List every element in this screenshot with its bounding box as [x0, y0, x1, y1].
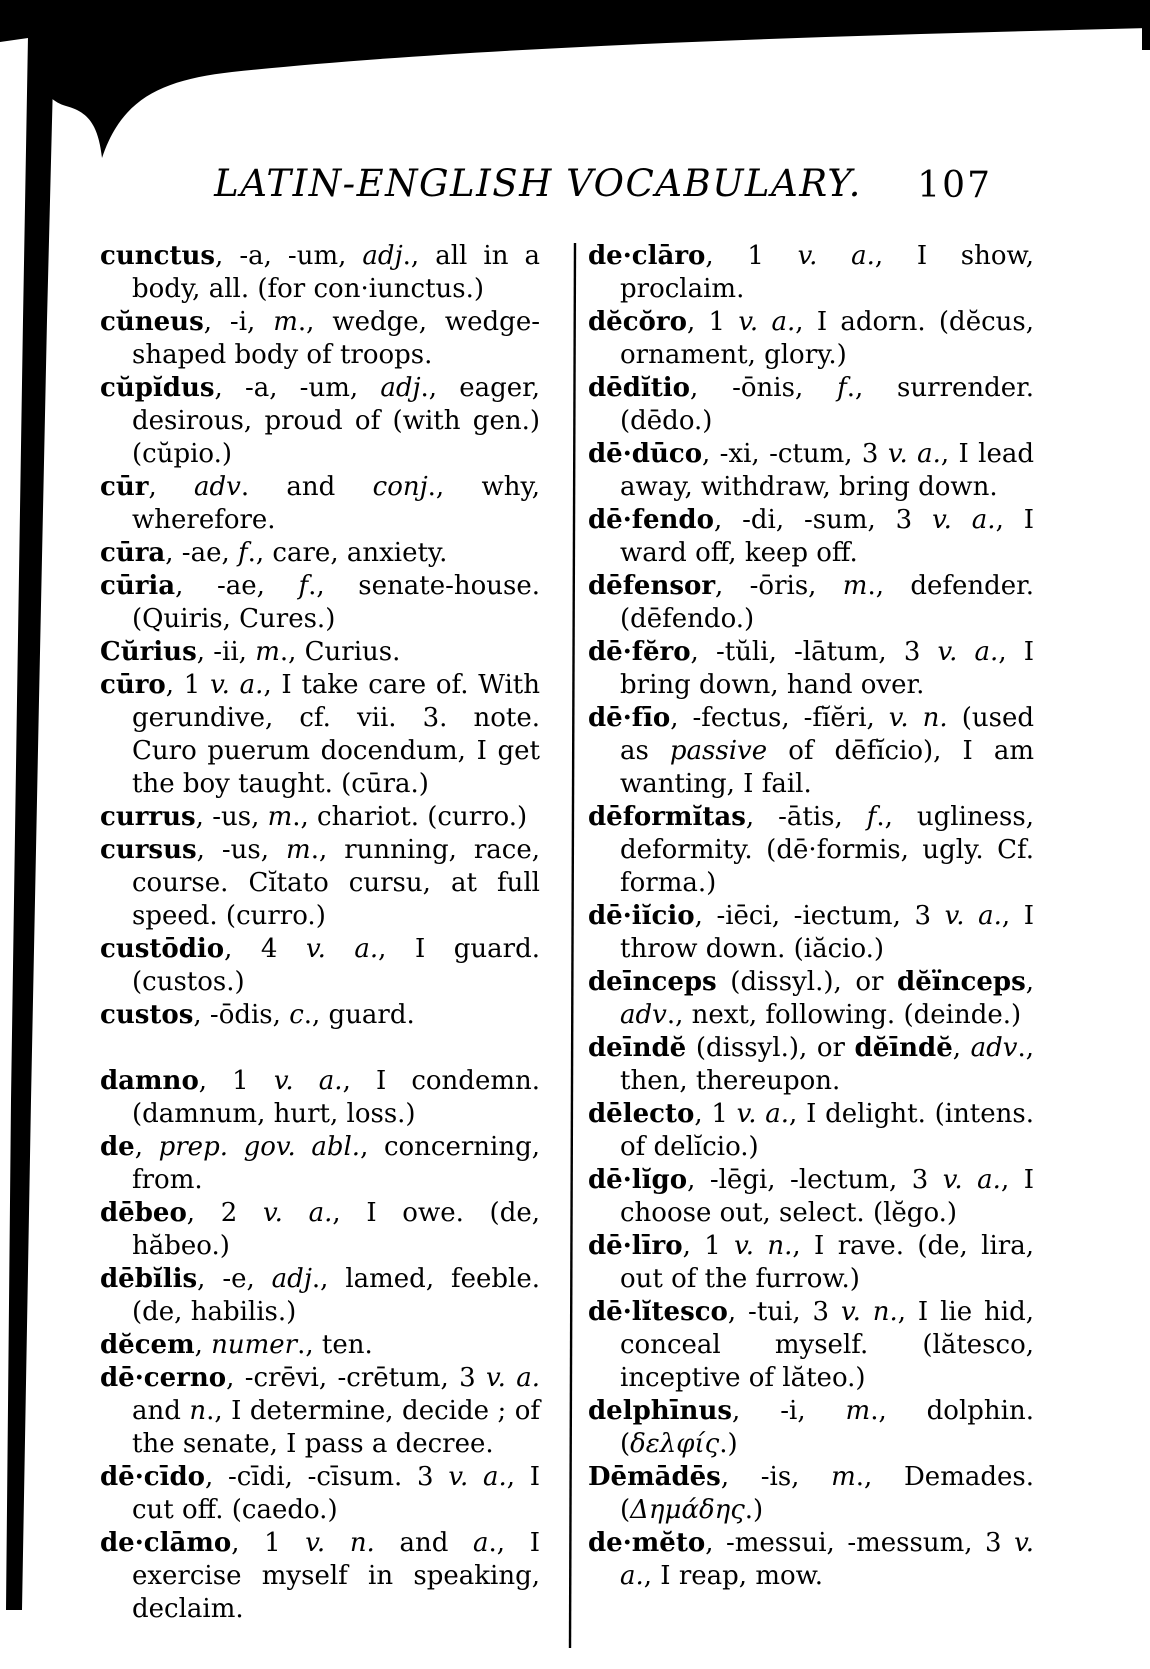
entry-text: , I throw down. (iăcio.) — [620, 901, 1035, 964]
entry-text: , 4 — [224, 934, 306, 964]
dictionary-entry — [588, 966, 1034, 1032]
dictionary-entry — [100, 570, 540, 636]
entry-text: of dēfĭcio), I am wanting, I fail. — [620, 736, 1034, 799]
entry-text: , -e, — [197, 1264, 272, 1294]
dictionary-entry — [100, 372, 540, 471]
headword: custos — [100, 1000, 194, 1030]
dictionary-entry — [588, 240, 1034, 306]
grammar-tag: a — [473, 1528, 489, 1558]
entry-text: , I rave. (de, lira, out of the furrow.) — [620, 1231, 1034, 1294]
entry-text: ., chariot. (curro.) — [292, 802, 528, 832]
grammar-tag: v. a. — [887, 439, 941, 469]
entry-text: ., running, race, course. Cĭtato cursu, at full speed. (curro.) — [132, 835, 540, 931]
page-title: LATIN-ENGLISH VOCABULARY. — [214, 162, 862, 205]
headword: dē·fīo — [588, 703, 671, 733]
grammar-tag: v. a. — [736, 1099, 790, 1129]
dictionary-entry — [588, 1296, 1034, 1395]
entry-text: .) — [719, 1429, 738, 1459]
entry-text: , -ii, — [196, 637, 256, 667]
dictionary-entry — [588, 1461, 1034, 1527]
grammar-tag: v. a. — [620, 1528, 1034, 1591]
grammar-tag: v. a. — [738, 307, 796, 337]
grammar-tag: v. a. — [486, 1363, 540, 1393]
dictionary-entry — [100, 537, 540, 570]
grammar-tag: m — [273, 307, 298, 337]
headword: cūr — [100, 472, 149, 502]
entry-text: , -messui, -messum, 3 — [705, 1528, 1015, 1558]
dictionary-entry — [588, 438, 1034, 504]
headword: dē·līro — [588, 1231, 683, 1261]
entry-text: , I bring down, hand over. — [620, 637, 1034, 700]
entry-text: ., ten. — [297, 1330, 373, 1360]
entry-text: , -lēgi, -lectum, 3 — [687, 1165, 943, 1195]
dictionary-entry — [588, 900, 1034, 966]
grammar-tag: f — [866, 802, 877, 832]
entry-text: , concerning, from. — [132, 1132, 540, 1195]
grammar-tag: m — [267, 802, 293, 832]
entry-text: ., then, thereupon. — [620, 1033, 1035, 1096]
entry-text: , 1 — [231, 1528, 306, 1558]
entry-text: , 1 — [686, 307, 739, 337]
grammar-tag: adv — [620, 1000, 667, 1030]
dictionary-entry — [588, 570, 1034, 636]
dictionary-entry — [100, 636, 540, 669]
entry-text: , -tŭli, -lātum, 3 — [690, 637, 938, 667]
grammar-tag: m — [845, 1396, 871, 1426]
entry-text: .) — [744, 1495, 764, 1525]
entry-text: ., guard. — [303, 1000, 415, 1030]
entry-text: , -ae, — [175, 571, 299, 601]
entry-text: , -i, — [732, 1396, 846, 1426]
dictionary-entry — [588, 702, 1034, 801]
entry-text: , 1 — [165, 670, 211, 700]
entry-text: (used as — [620, 703, 1034, 766]
entry-text: ., ugliness, deformity. (dē·formis, ugly. Cf. forma.) — [620, 802, 1034, 898]
entry-text: (dissyl.), or — [686, 1033, 855, 1063]
entry-text: ., wedge, wedge-shaped body of troops. — [132, 307, 540, 370]
entry-text: , 1 — [198, 1066, 274, 1096]
grammar-tag: δελφίς — [630, 1429, 720, 1459]
entry-text: ., dolphin. ( — [620, 1396, 1034, 1459]
headword: cŭneus — [100, 307, 204, 337]
headword: de·clāmo — [100, 1528, 232, 1558]
entry-text: , I adorn. (dĕcus, ornament, glory.) — [620, 307, 1034, 370]
grammar-tag: f — [298, 571, 309, 601]
headword: dĕcem — [100, 1330, 195, 1360]
dictionary-entry — [588, 801, 1034, 900]
grammar-tag: adj — [362, 241, 403, 271]
entry-text: , I ward off, keep off. — [620, 505, 1034, 568]
grammar-tag: f — [837, 373, 847, 403]
entry-text: , -ātis, — [745, 802, 867, 832]
grammar-tag: adj — [271, 1264, 312, 1294]
entry-text: , I lead away, withdraw, bring down. — [620, 439, 1034, 502]
dictionary-entry — [588, 1032, 1034, 1098]
dictionary-entry — [588, 1098, 1034, 1164]
grammar-tag: v. a. — [273, 1066, 343, 1096]
headword: dēbĭlis — [100, 1264, 198, 1294]
grammar-tag: adv — [970, 1033, 1018, 1063]
dictionary-entry — [100, 1461, 540, 1527]
entry-text: , — [194, 1330, 212, 1360]
grammar-tag: v. n. — [888, 703, 948, 733]
headword: dēdĭtio — [588, 373, 691, 403]
entry-text: ., defender. (dēfendo.) — [620, 571, 1034, 634]
grammar-tag: v. a. — [932, 505, 996, 535]
entry-text: , I guard. (custos.) — [132, 934, 540, 997]
dictionary-entry — [100, 801, 540, 834]
headword: de·clāro — [588, 241, 706, 271]
headword: damno — [100, 1066, 199, 1096]
entry-text: , I owe. (de, hăbeo.) — [132, 1198, 540, 1261]
entry-text: , -tui, 3 — [727, 1297, 841, 1327]
dictionary-entry — [100, 1527, 540, 1626]
grammar-tag: f — [238, 538, 248, 568]
grammar-tag: v. n. — [305, 1528, 375, 1558]
headword: de·mĕto — [588, 1528, 706, 1558]
entry-text: ., I determine, decide ; of the senate, I pass a decree. — [132, 1396, 541, 1459]
entry-text: , -ōdis, — [193, 1000, 290, 1030]
grammar-tag: v. n. — [840, 1297, 898, 1327]
entry-text: ., eager, desirous, proud of (with gen.) (cŭpio.) — [132, 373, 540, 469]
dictionary-entry — [588, 372, 1034, 438]
page-header — [100, 162, 1032, 218]
entry-text: ., I exercise myself in speaking, declaim. — [132, 1528, 540, 1624]
entry-text: , -ae, — [165, 538, 239, 568]
entry-text: and — [132, 1396, 190, 1426]
headword: dē·iĭcio — [588, 901, 695, 931]
grammar-tag: conj — [372, 472, 428, 502]
entry-text: , -us, — [195, 802, 268, 832]
headword: de — [100, 1132, 135, 1162]
grammar-tag: prep. gov. abl. — [158, 1132, 361, 1162]
entry-text: ., senate-house. (Quiris, Cures.) — [132, 571, 541, 634]
dictionary-entry — [100, 933, 540, 999]
entry-text: , -a, -um, — [214, 373, 381, 403]
headword: dē·lĭtesco — [588, 1297, 728, 1327]
dictionary-entry — [588, 504, 1034, 570]
grammar-tag: passive — [669, 736, 768, 766]
headword: currus — [100, 802, 196, 832]
entry-text: (dissyl.), or — [716, 967, 898, 997]
entry-text: ., Curius. — [279, 637, 401, 667]
entry-text: ., all in a body, all. (for con·iunctus.) — [132, 241, 540, 304]
grammar-tag: m — [842, 571, 868, 601]
headword: dĕīndĕ — [854, 1033, 953, 1063]
grammar-tag: v. a. — [942, 1165, 1001, 1195]
dictionary-entry — [100, 1197, 540, 1263]
scan-artifact-left-bar — [6, 36, 54, 1610]
grammar-tag: v. a. — [306, 934, 379, 964]
entry-text: , — [148, 472, 195, 502]
headword: custōdio — [100, 934, 225, 964]
entry-text: , 1 — [694, 1099, 737, 1129]
headword: dē·dūco — [588, 439, 703, 469]
dictionary-entry — [588, 306, 1034, 372]
entry-text: ., next, following. (deinde.) — [666, 1000, 1022, 1030]
dictionary-entry — [100, 669, 540, 801]
entry-text: ., care, anxiety. — [247, 538, 448, 568]
dictionary-entry — [588, 1164, 1034, 1230]
entry-text: , 1 — [682, 1231, 735, 1261]
grammar-tag: adv — [194, 472, 241, 502]
column-right — [588, 240, 1034, 1593]
entry-text: , I lie hid, conceal myself. (lătesco, inceptive of lăteo.) — [620, 1297, 1034, 1393]
grammar-tag: Δημάδης — [630, 1495, 745, 1525]
entry-text: , -iēci, -iectum, 3 — [694, 901, 945, 931]
dictionary-entry — [100, 1362, 540, 1461]
headword: dē·lĭgo — [588, 1165, 688, 1195]
dictionary-entry — [100, 1065, 540, 1131]
headword: cūra — [100, 538, 166, 568]
entry-text: , I condemn. (damnum, hurt, loss.) — [132, 1066, 540, 1129]
grammar-tag: m — [286, 835, 311, 865]
headword: cūro — [100, 670, 166, 700]
page-number: 107 — [917, 165, 992, 206]
entry-text: , -ōnis, — [690, 373, 838, 403]
entry-text: , -i, — [203, 307, 274, 337]
headword: dĕcŏro — [588, 307, 687, 337]
scan-artifact-top-band — [0, 0, 1150, 158]
entry-text: , I take care of. With gerundive, cf. vii. 3. note. Curo puerum docendum, I get the boy taught. (cūra.) — [132, 670, 540, 799]
column-divider — [570, 243, 575, 1648]
grammar-tag: adj — [380, 373, 421, 403]
headword: cŭpĭdus — [100, 373, 215, 403]
entry-text: ., Demades. ( — [620, 1462, 1034, 1525]
headword: cunctus — [100, 241, 216, 271]
headword: cursus — [100, 835, 197, 865]
dictionary-entry — [100, 240, 540, 306]
headword: deīnceps — [588, 967, 717, 997]
dictionary-entry — [588, 1395, 1034, 1461]
headword: deīndĕ — [588, 1033, 687, 1063]
grammar-tag: m — [831, 1462, 856, 1492]
entry-text: ., lamed, feeble. (de, habilis.) — [132, 1264, 540, 1327]
entry-text: , -is, — [720, 1462, 832, 1492]
headword: delphīnus — [588, 1396, 733, 1426]
dictionary-entry — [100, 306, 540, 372]
headword: dĕïnceps — [897, 967, 1026, 997]
headword: dēfensor — [588, 571, 716, 601]
entry-text: , -a, -um, — [215, 241, 363, 271]
dictionary-entry — [100, 1131, 540, 1197]
dictionary-entry — [588, 636, 1034, 702]
entry-text: , -cīdi, -cīsum. 3 — [205, 1462, 449, 1492]
headword: dē·cīdo — [100, 1462, 206, 1492]
grammar-tag: v. a. — [937, 637, 999, 667]
headword: dēformĭtas — [588, 802, 746, 832]
headword: dēbeo — [100, 1198, 187, 1228]
entry-text: , I show, proclaim. — [620, 241, 1034, 304]
entry-text: , 2 — [186, 1198, 264, 1228]
dictionary-entry — [100, 1329, 540, 1362]
entry-text: ., why, wherefore. — [132, 472, 541, 535]
grammar-tag: n — [189, 1396, 207, 1426]
entry-text: . and — [240, 472, 373, 502]
entry-text: , I delight. (intens. of delĭcio.) — [620, 1099, 1034, 1162]
dictionary-entry — [100, 834, 540, 933]
entry-text: , 1 — [705, 241, 798, 271]
entry-text: , -fectus, -fĭĕri, — [670, 703, 889, 733]
dictionary-entry — [588, 1527, 1034, 1593]
entry-text: , -xi, -ctum, 3 — [702, 439, 888, 469]
entry-text: , I cut off. (caedo.) — [132, 1462, 540, 1525]
entry-text: , -di, -sum, 3 — [713, 505, 933, 535]
grammar-tag: v. n. — [734, 1231, 793, 1261]
entry-text: , I choose out, select. (lĕgo.) — [620, 1165, 1034, 1228]
grammar-tag: numer — [211, 1330, 298, 1360]
headword: Dēmādēs — [588, 1462, 721, 1492]
dictionary-entry — [100, 1263, 540, 1329]
entry-text: , -ōris, — [715, 571, 843, 601]
grammar-tag: v. a. — [210, 670, 264, 700]
grammar-tag: m — [255, 637, 280, 667]
entry-text: ., surrender. (dēdo.) — [620, 373, 1034, 436]
headword: dē·fĕro — [588, 637, 691, 667]
headword: dē·fendo — [588, 505, 714, 535]
headword: Cŭrius — [100, 637, 197, 667]
grammar-tag: v. a. — [797, 241, 875, 271]
entry-text: , -us, — [196, 835, 287, 865]
column-left — [100, 240, 540, 1626]
entry-text: and — [374, 1528, 474, 1558]
dictionary-entry — [100, 471, 540, 537]
grammar-tag: c — [289, 1000, 304, 1030]
headword: dē·cerno — [100, 1363, 227, 1393]
entry-text: , — [134, 1132, 159, 1162]
entry-text: , — [952, 1033, 971, 1063]
headword: cūria — [100, 571, 176, 601]
grammar-tag: v. a. — [263, 1198, 333, 1228]
dictionary-entry — [100, 999, 540, 1032]
scan-artifact-right-tick — [1142, 24, 1150, 50]
headword: dēlecto — [588, 1099, 695, 1129]
entry-text: , I reap, mow. — [643, 1561, 824, 1591]
grammar-tag: v. a. — [944, 901, 1002, 931]
dictionary-entry — [588, 1230, 1034, 1296]
entry-text: , -crēvi, -crētum, 3 — [226, 1363, 487, 1393]
entry-text: , — [1025, 967, 1034, 997]
grammar-tag: v. a. — [448, 1462, 507, 1492]
